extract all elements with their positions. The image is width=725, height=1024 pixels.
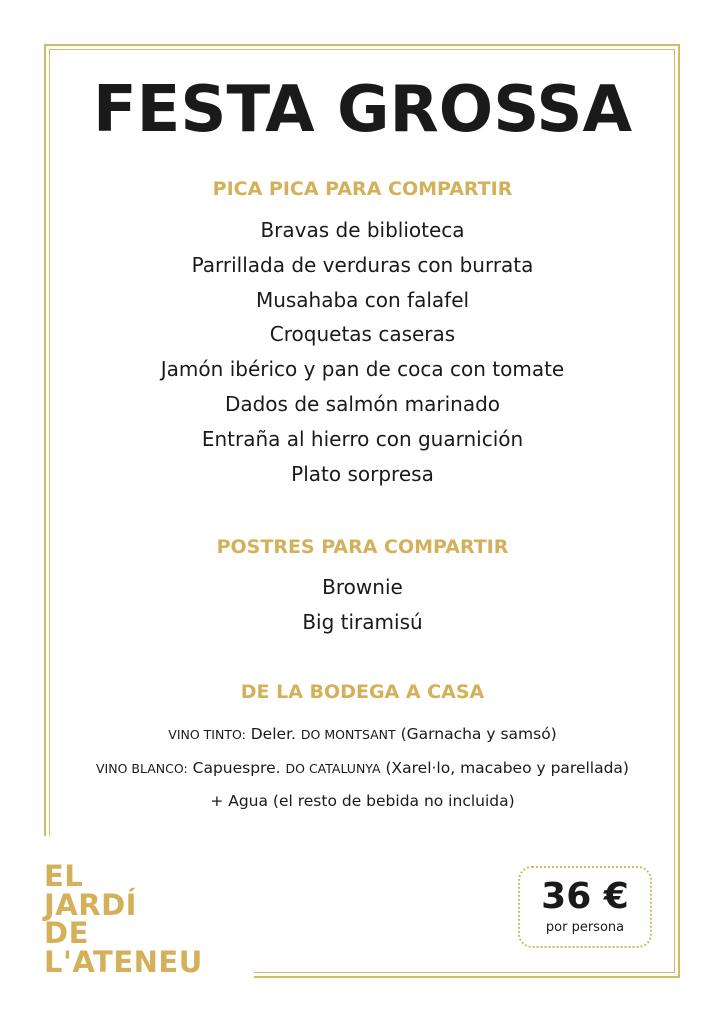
wine-white-do: DO CATALUNYA <box>285 761 381 776</box>
menu-title: FESTA GROSSA <box>92 73 633 147</box>
menu-item: Croquetas caseras <box>269 322 456 347</box>
menu-item: Jamón ibérico y pan de coca con tomate <box>160 357 565 382</box>
wine-white-desc: (Xarel·lo, macabeo y parellada) <box>385 759 629 777</box>
pica-pica-list <box>0 213 725 491</box>
logo-line: EL <box>44 859 84 893</box>
wine-white-name: Capuespre. <box>192 759 281 777</box>
menu-item: Plato sorpresa <box>291 461 434 486</box>
wine-red-do: DO MONTSANT <box>300 727 396 742</box>
logo-line: L'ATENEU <box>44 944 203 979</box>
menu-item: Parrillada de verduras con burrata <box>191 252 534 277</box>
wine-red-name: Deler. <box>250 725 296 743</box>
heading-pica-pica: PICA PICA PARA COMPARTIR <box>212 178 513 200</box>
menu-item: Entraña al hierro con guarnición <box>201 426 524 451</box>
wine-red-desc: (Garnacha y samsó) <box>400 725 557 743</box>
restaurant-logo <box>44 859 203 979</box>
menu-item: Bravas de biblioteca <box>260 218 465 242</box>
water-line: + Agua (el resto de bebida no incluida) <box>210 792 515 810</box>
menu-item: Big tiramisú <box>302 609 423 634</box>
heading-bodega: DE LA BODEGA A CASA <box>240 681 485 703</box>
price-badge <box>518 866 652 948</box>
logo-line: DE <box>44 916 89 950</box>
logo-line: JARDÍ <box>44 887 137 922</box>
wine-red-label: VINO TINTO: <box>168 727 246 742</box>
wine-red-line <box>0 717 725 752</box>
postres-list <box>0 570 725 640</box>
wine-white-line <box>0 751 725 786</box>
heading-postres: POSTRES PARA COMPARTIR <box>216 536 509 558</box>
menu-item: Brownie <box>322 575 403 599</box>
price-unit: por persona <box>545 920 625 935</box>
wine-white-label: VINO BLANCO: <box>96 761 188 776</box>
menu-item: Dados de salmón marinado <box>224 391 501 416</box>
menu-item: Musahaba con falafel <box>255 287 470 312</box>
price-amount: 36 € <box>541 876 629 917</box>
